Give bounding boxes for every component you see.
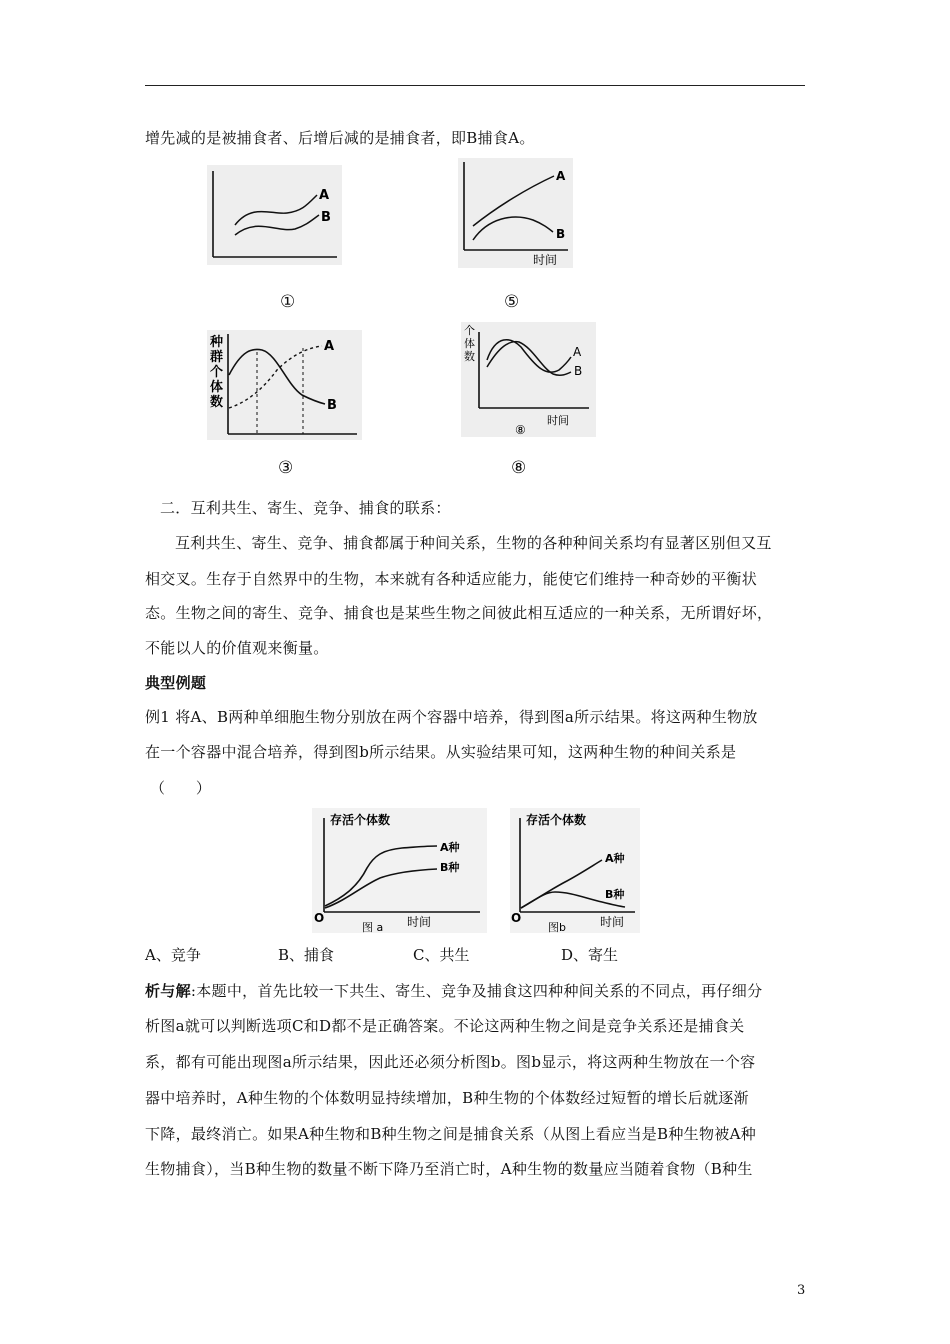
figure-8 bbox=[461, 322, 596, 437]
analysis-line-2: 析图a就可以判断选项C和D都不是正确答案。不论这两种生物之间是竞争关系还是捕食关 bbox=[145, 1017, 745, 1035]
fig8-ylabel-2: 体 bbox=[464, 337, 475, 350]
figure-5-caption: ⑤ bbox=[504, 292, 520, 312]
intro-line: 增先减的是被捕食者、后增后减的是捕食者，即B捕食A。 bbox=[145, 129, 535, 147]
figure-5 bbox=[458, 158, 573, 268]
fig8-label-b: B bbox=[574, 364, 583, 378]
fig8-ylabel-1: 个 bbox=[464, 324, 475, 337]
chart-a-label-b: B种 bbox=[440, 861, 460, 874]
option-b: B、捕食 bbox=[278, 946, 335, 964]
option-d: D、寄生 bbox=[561, 946, 619, 964]
figure-3 bbox=[207, 330, 362, 440]
chart-a bbox=[312, 808, 487, 933]
analysis-line-1 bbox=[145, 980, 762, 1001]
fig3-ylabel-5: 数 bbox=[210, 395, 224, 410]
option-a: A、竞争 bbox=[145, 946, 201, 964]
analysis-label: 析与解 bbox=[145, 982, 191, 1000]
fig3-ylabel-3: 个 bbox=[210, 365, 224, 380]
analysis-line-4: 器中培养时，A种生物的个体数明显持续增加，B种生物的个体数经过短暂的增长后就逐渐 bbox=[145, 1089, 749, 1107]
chart-a-xlabel: 时间 bbox=[407, 915, 432, 929]
chart-b-origin: O bbox=[511, 911, 522, 925]
chart-b bbox=[510, 808, 640, 933]
fig1-label-a: A bbox=[319, 188, 330, 203]
fig8-ylabel-3: 数 bbox=[464, 350, 475, 363]
figure-3-caption: ③ bbox=[278, 458, 294, 478]
section2-para-line-3: 态。生物之间的寄生、竞争、捕食也是某些生物之间彼此相互适应的一种关系，无所谓好坏， bbox=[145, 604, 773, 622]
fig8-inner-label: ⑧ bbox=[515, 423, 526, 437]
figure-8-caption: ⑧ bbox=[511, 458, 527, 478]
figure-1 bbox=[207, 165, 342, 265]
fig5-label-a: A bbox=[556, 169, 566, 183]
header-rule bbox=[145, 85, 805, 86]
analysis-line-1-text: :本题中，首先比较一下共生、寄生、竞争及捕食这四种种间关系的不同点，再仔细分 bbox=[190, 982, 763, 1000]
section2-heading: 二．互利共生、寄生、竞争、捕食的联系： bbox=[160, 499, 451, 517]
fig3-ylabel-1: 种 bbox=[210, 335, 224, 350]
chart-b-label-b: B种 bbox=[605, 888, 625, 901]
page-number: 3 bbox=[797, 1283, 806, 1298]
fig5-xlabel: 时间 bbox=[533, 253, 558, 267]
fig5-label-b: B bbox=[556, 227, 566, 241]
fig3-label-a: A bbox=[324, 339, 335, 354]
fig3-ylabel-4: 体 bbox=[210, 380, 224, 395]
fig8-label-a: A bbox=[573, 345, 582, 359]
analysis-line-5: 下降，最终消亡。如果A种生物和B种生物之间是捕食关系（从图上看应当是B种生物被A种 bbox=[145, 1125, 757, 1143]
chart-a-origin: O bbox=[314, 911, 325, 925]
fig3-label-b: B bbox=[327, 398, 337, 413]
section2-para-line-2: 相交叉。生存于自然界中的生物，本来就有各种适应能力，能使它们维持一种奇妙的平衡状 bbox=[145, 570, 758, 588]
examples-heading: 典型例题 bbox=[145, 674, 207, 692]
question-line-1: 例1 将A、B两种单细胞生物分别放在两个容器中培养，得到图a所示结果。将这两种生物放 bbox=[145, 708, 758, 726]
chart-b-caption: 图b bbox=[548, 921, 566, 933]
chart-b-label-a: A种 bbox=[605, 852, 625, 865]
fig8-xlabel: 时间 bbox=[547, 414, 569, 427]
fig1-label-b: B bbox=[321, 210, 331, 225]
chart-b-ylabel: 存活个体数 bbox=[526, 813, 587, 827]
fig3-ylabel-2: 群 bbox=[210, 350, 224, 365]
analysis-line-6: 生物捕食），当B种生物的数量不断下降乃至消亡时，A种生物的数量应当随着食物（B种生 bbox=[145, 1160, 753, 1178]
option-c: C、共生 bbox=[413, 946, 470, 964]
chart-b-xlabel: 时间 bbox=[600, 915, 625, 929]
question-line-3: （ ） bbox=[150, 779, 212, 797]
chart-a-ylabel: 存活个体数 bbox=[330, 813, 391, 827]
analysis-line-3: 系，都有可能出现图a所示结果，因此还必须分析图b。图b显示，将这两种生物放在一个容 bbox=[145, 1053, 756, 1071]
section2-para-line-1: 互利共生、寄生、竞争、捕食都属于种间关系，生物的各种种间关系均有显著区别但又互 bbox=[175, 534, 772, 552]
figure-1-caption: ① bbox=[280, 292, 296, 312]
question-line-2: 在一个容器中混合培养，得到图b所示结果。从实验结果可知，这两种生物的种间关系是 bbox=[145, 743, 737, 761]
chart-a-caption: 图 a bbox=[362, 921, 384, 933]
chart-a-label-a: A种 bbox=[440, 841, 460, 854]
section2-para-line-4: 不能以人的价值观来衡量。 bbox=[145, 639, 329, 657]
